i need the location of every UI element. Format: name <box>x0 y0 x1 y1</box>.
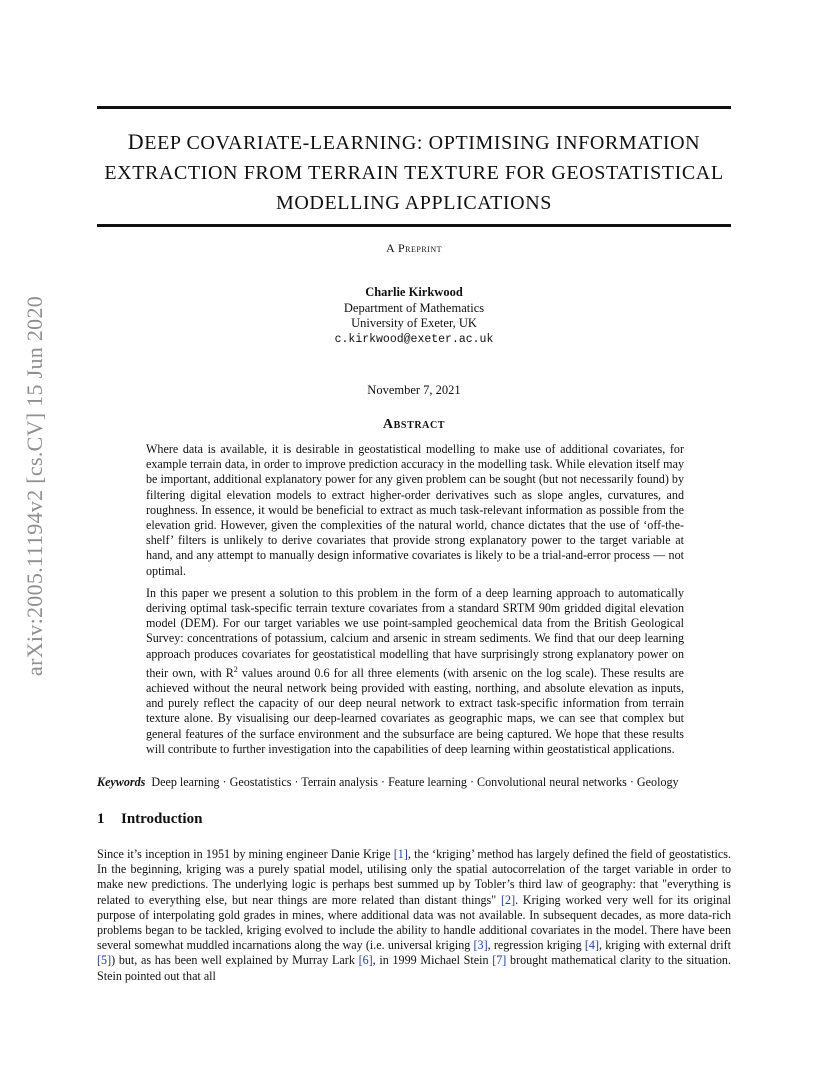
abstract-paragraph-1: Where data is available, it is desirable in geostatistical modelling to make use of additional covariates, for example terrain data, in order to improve prediction accuracy in the modelling task. While elevation itself may be important, additional explanatory power for any given problem can be sought (but not necessarily found) by filtering digital elevation models to extract higher-order derivatives such as slope angles, curvatures, and roughness. In essence, it would be beneficial to extract as much task-relevant information as possible from the elevation grid. However, given the complexities of the natural world, chance dictates that the use of ‘off-the-shelf’ filters is unlikely to derive covariates that provide strong explanatory power to the target variable at hand, and any attempt to manually design informative covariates is likely to be a trial-and-error process — not optimal. <box>146 442 684 578</box>
abstract-body <box>146 442 684 764</box>
title-rule-bottom <box>97 224 731 227</box>
section-title: Introduction <box>121 811 203 827</box>
keywords-line <box>97 775 737 790</box>
citation-link-2[interactable]: [2] <box>501 892 516 907</box>
intro-text-1: Since it’s inception in 1951 by mining engineer Danie Krige <box>97 847 394 861</box>
citation-link-4[interactable]: [4] <box>584 938 599 953</box>
intro-text-6: ) but, as has been well explained by Murray Lark <box>111 953 359 968</box>
title-line-1: EEP COVARIATE-LEARNING: OPTIMISING INFORMATION <box>144 132 701 154</box>
paper-date: November 7, 2021 <box>367 383 461 397</box>
section-number: 1 <box>97 811 105 827</box>
abstract-paragraph-2 <box>146 586 684 757</box>
author-block <box>0 285 828 347</box>
citation-link-3[interactable]: [3] <box>473 938 488 953</box>
author-department: Department of Mathematics <box>343 300 485 315</box>
preprint-label: A Preprint <box>385 241 442 255</box>
title-line-2: EXTRACTION FROM TERRAIN TEXTURE FOR GEOSTATISTICAL <box>104 162 724 184</box>
keywords-text: Deep learning · Geostatistics · Terrain analysis · Feature learning · Convolutional neural networks · Geology <box>151 775 679 789</box>
abstract-p2-before: In this paper we present a solution to this problem in the form of a deep learning approach to automatically deriving optimal task-specific terrain texture covariates from a standard SRTM 90m gridded digital elevation model (DEM). For our target variables we use point-sampled geochemical data from the British Geological Survey: concentrations of potassium, calcium and arsenic in stream sediments. We find that our deep learning approach produces covariates for geostatistical modelling that have surprisingly strong explanatory power on their own, with R <box>146 585 684 680</box>
abstract-p2-after: values around 0.6 for all three elements (with arsenic on the log scale). These results are achieved without the neural network being provided with easting, northing, and absolute elevation as inputs, and purely reflect the capacity of our deep neural network to extract task-specific information from terrain texture alone. By visualising our deep-learned covariates as geographic maps, we can see that complex but general features of the surface environment and the subsurface are being captured. We hope that these results will contribute to further investigation into the capabilities of deep learning within geostatistical applications. <box>146 665 684 756</box>
intro-text-8: brought mathematical clarity to the situation. Stein pointed out that all <box>97 953 731 983</box>
author-name: Charlie Kirkwood <box>365 285 463 299</box>
citation-link-5[interactable]: [5] <box>97 953 112 968</box>
intro-paragraph <box>97 847 731 984</box>
author-email[interactable]: c.kirkwood@exeter.ac.uk <box>334 332 494 346</box>
intro-text-3: . Kriging worked very well for its original purpose of interpolating gold grades in mines, where additional data was not available. In subsequent decades, as more data-rich problems began to be tackled, kriging evolved to include the ability to handle additional covariates in the model. There have been several somewhat muddled incarnations along the way (i.e. universal kriging <box>97 892 731 953</box>
title-first-cap: D <box>127 129 145 154</box>
author-institution: University of Exeter, UK <box>351 316 477 330</box>
citation-link-1[interactable]: [1] <box>393 847 408 861</box>
citation-link-7[interactable]: [7] <box>492 953 507 968</box>
keywords-label: Keywords <box>97 775 146 789</box>
abstract-p2-superscript: 2 <box>233 664 238 674</box>
section-heading <box>97 811 731 828</box>
intro-text-4: , regression kriging <box>487 938 585 953</box>
title-line-3: MODELLING APPLICATIONS <box>276 192 552 214</box>
intro-text-7: , in 1999 Michael Stein <box>372 953 493 968</box>
abstract-heading: Abstract <box>382 417 446 432</box>
citation-link-6[interactable]: [6] <box>358 953 373 968</box>
title-rule-top <box>97 106 731 109</box>
intro-text-2: , the ‘kriging’ method has largely defined the field of geostatistics. In the beginning, kriging was a purely spatial model, utilising only the spatial autocorrelation of the target variable in order to make new predictions. The underlying logic is perhaps best summed up by Tobler’s third law of geography: that "everything is related to everything else, but near things are more related than distant things" <box>97 847 731 907</box>
paper-title <box>97 127 731 218</box>
arxiv-sidebar-id: arXiv:2005.11194v2 [cs.CV] 15 Jun 2020 <box>22 295 47 676</box>
intro-text-5: , kriging with external drift <box>598 938 731 953</box>
